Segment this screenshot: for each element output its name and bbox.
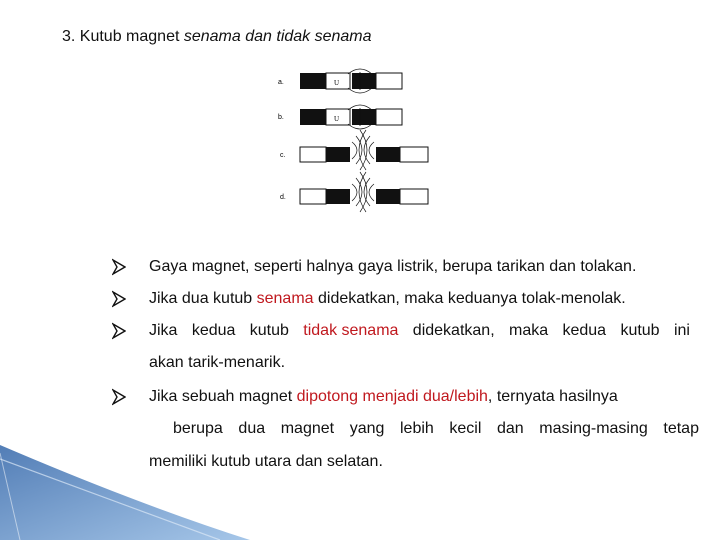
bullet-4-text: [149, 387, 618, 407]
bullet-3-continuation: akan tarik-menarik.: [149, 354, 286, 371]
bullet-4-before: Jika sebuah magnet: [149, 388, 297, 405]
bullet-4-line-3: memiliki kutub utara dan selatan.: [149, 453, 383, 470]
bullet-4-red: dipotong menjadi dua/lebih: [296, 388, 488, 405]
bullet-arrow-icon: [112, 321, 126, 341]
bullet-arrow-icon: [112, 387, 126, 407]
bullet-3-line-1: [149, 321, 690, 341]
figure-label-b: b.: [278, 114, 284, 121]
word: kecil: [449, 420, 482, 437]
bullet-arrow-icon: [112, 289, 126, 309]
bullet-3-red: tidak senama: [303, 322, 399, 339]
word: masing-masing: [539, 420, 648, 437]
word: kutub: [620, 322, 660, 339]
pole-u-a: U: [334, 79, 340, 87]
bullet-4-line-2: [173, 419, 699, 439]
magnet-pair-d: [300, 172, 428, 212]
bullet-1-text: Gaya magnet, seperti halnya gaya listrik, berupa tarikan dan tolakan.: [149, 258, 637, 275]
figure-label-a: a.: [278, 79, 284, 86]
bullet-2-before: Jika dua kutub: [149, 290, 257, 307]
bullet-4-after: , ternyata hasilnya: [487, 388, 618, 405]
word: dua: [238, 420, 266, 437]
word: ini: [673, 322, 690, 339]
word: kedua: [562, 322, 607, 339]
bullet-2-text: [149, 289, 626, 309]
bullet-2-red: senama: [256, 290, 314, 307]
word: lebih: [399, 420, 434, 437]
word: Jika: [149, 322, 178, 339]
magnet-pair-b: [300, 105, 402, 129]
magnet-poles-figure: [272, 64, 462, 224]
word: berupa: [173, 420, 223, 437]
bullet-2-after: didekatkan, maka keduanya tolak-menolak.: [313, 290, 626, 307]
pole-u-b: U: [334, 115, 340, 123]
magnet-pair-a: [300, 69, 402, 93]
heading-prefix: 3. Kutub magnet: [62, 28, 184, 45]
word: didekatkan,: [412, 322, 495, 339]
word: kedua: [191, 322, 236, 339]
word: dan: [497, 420, 524, 437]
word: tetap: [663, 420, 699, 437]
figure-label-c: c.: [280, 152, 286, 159]
word: yang: [349, 420, 385, 437]
word: maka: [509, 322, 549, 339]
magnet-pair-c: [300, 130, 428, 170]
page-heading: [62, 27, 372, 47]
bullet-arrow-icon: [112, 257, 126, 277]
figure-label-d: d.: [280, 194, 286, 201]
slide-corner-decoration: [0, 445, 260, 540]
heading-italic: senama dan tidak senama: [183, 28, 372, 45]
word: kutub: [249, 322, 289, 339]
word: magnet: [280, 420, 335, 437]
